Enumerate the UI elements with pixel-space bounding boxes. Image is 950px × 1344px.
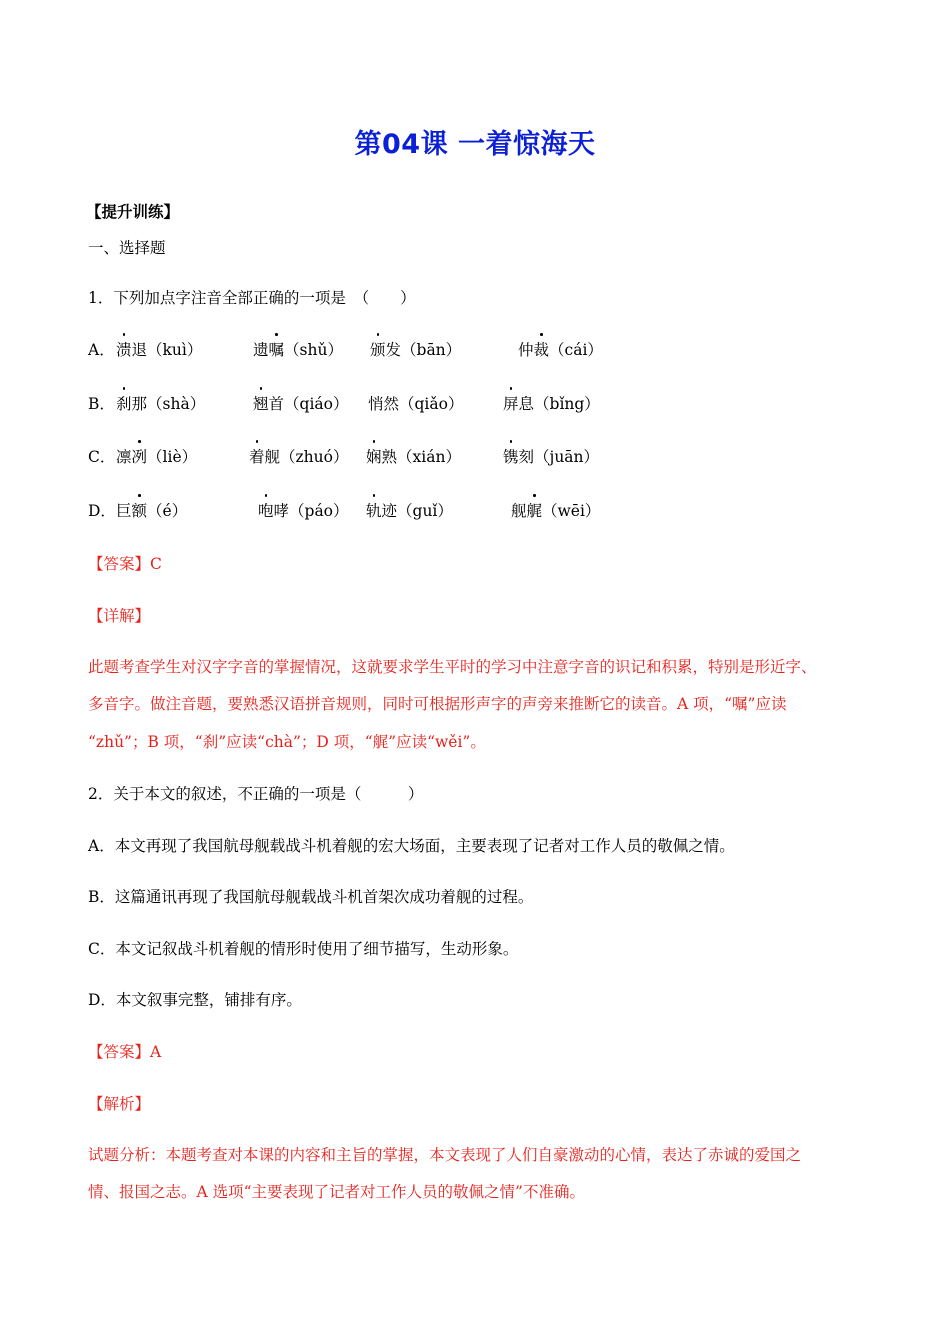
word-text: （shǔ）	[284, 341, 343, 359]
question-2-option: A．本文再现了我国航母舰载战斗机着舰的宏大场面，主要表现了记者对工作人员的敬佩之情。	[88, 837, 735, 855]
question-1-stem: 1．下列加点字注音全部正确的一项是 （ ）	[88, 289, 416, 307]
word-text: 遗	[253, 341, 269, 359]
word-text: （wēi）	[542, 502, 601, 520]
dotted-character: 咆	[258, 502, 274, 520]
word-text: 息（bǐng）	[518, 395, 600, 413]
question-2-option: C．本文记叙战斗机着舰的情形时使用了细节描写，生动形象。	[88, 940, 519, 958]
option-word	[249, 447, 348, 467]
word-text: 迹（guǐ）	[381, 502, 453, 520]
word-text: 退（kuì）	[131, 341, 203, 359]
option-word	[116, 394, 205, 414]
word-text: 首（qiáo）	[268, 395, 349, 413]
option-word	[258, 501, 349, 521]
word-text: 那（shà）	[131, 395, 206, 413]
option-label: C．	[88, 448, 116, 466]
dotted-character: 艉	[526, 502, 543, 520]
option-label: A．	[88, 341, 115, 359]
option-word	[511, 501, 600, 521]
word-text: 熟（xián）	[381, 448, 461, 466]
word-text: 巨	[116, 502, 132, 520]
word-text: 哮（páo）	[273, 502, 349, 520]
dotted-character: 屏	[503, 395, 519, 413]
option-word	[253, 394, 348, 414]
question-2-answer: 【答案】A	[88, 1043, 162, 1061]
option-word	[518, 340, 603, 360]
option-word	[116, 447, 197, 467]
word-text: 舰（zhuó）	[264, 448, 349, 466]
word-text: 凛	[116, 448, 132, 466]
question-2-stem: 2．关于本文的叙述，不正确的一项是（ ）	[88, 785, 424, 803]
question-1-explain-tag: 【详解】	[88, 607, 151, 625]
option-word	[368, 394, 463, 414]
option-label: D．	[88, 502, 116, 520]
word-text: 仲	[518, 341, 534, 359]
word-text: 悄然（qiǎo）	[368, 395, 464, 413]
option-word	[116, 340, 202, 360]
option-label: B．	[88, 395, 115, 413]
page-title: 第04课 一着惊海天	[354, 129, 596, 160]
dotted-character: 颁	[370, 341, 386, 359]
word-text: 发（bān）	[385, 341, 462, 359]
dotted-character: 裁	[533, 341, 550, 359]
question-1-answer: 【答案】C	[88, 555, 162, 573]
word-text: 刻（juān）	[518, 448, 600, 466]
dotted-character: 轨	[366, 502, 382, 520]
dotted-character: 镌	[503, 448, 519, 466]
dotted-character: 溃	[116, 341, 132, 359]
question-2-explain-line: 试题分析：本题考查对本课的内容和主旨的掌握，本文表现了人们自豪激动的心情，表达了赤诚的爱国之	[88, 1146, 802, 1164]
option-word	[370, 340, 461, 360]
dotted-character: 额	[131, 502, 148, 520]
option-word	[503, 394, 600, 414]
question-1-explain-line: “zhǔ”；B 项，“刹”应读“chà”；D 项，“艉”应读“wěi”。	[88, 733, 486, 751]
question-2-option: D．本文叙事完整，铺排有序。	[88, 991, 302, 1009]
section-heading: 一、选择题	[88, 239, 166, 257]
word-text: （cái）	[549, 341, 603, 359]
question-2-explain-line: 情、报国之志。A 选项“主要表现了记者对工作人员的敬佩之情”不准确。	[88, 1183, 585, 1201]
dotted-character: 着	[249, 448, 265, 466]
dotted-character: 冽	[131, 448, 148, 466]
question-2-explain-tag: 【解析】	[88, 1095, 151, 1113]
question-1-explain-line: 此题考查学生对汉字字音的掌握情况，这就要求学生平时的学习中注意字音的识记和积累，特别是形近字、	[88, 658, 817, 676]
question-1-explain-line: 多音字。做注音题，要熟悉汉语拼音规则，同时可根据形声字的声旁来推断它的读音。A 项，“嘱”应读	[88, 695, 787, 713]
option-word	[366, 501, 453, 521]
word-text: （é）	[147, 502, 188, 520]
word-text: （liè）	[147, 448, 198, 466]
option-word	[366, 447, 461, 467]
question-2-option: B．这篇通讯再现了我国航母舰载战斗机首架次成功着舰的过程。	[88, 888, 534, 906]
option-word	[503, 447, 599, 467]
option-word	[253, 340, 343, 360]
dotted-character: 翘	[253, 395, 269, 413]
dotted-character: 嘱	[268, 341, 285, 359]
dotted-character: 娴	[366, 448, 382, 466]
word-text: 舰	[511, 502, 527, 520]
option-word	[116, 501, 187, 521]
dotted-character: 刹	[116, 395, 132, 413]
section-tag: 【提升训练】	[86, 202, 180, 221]
